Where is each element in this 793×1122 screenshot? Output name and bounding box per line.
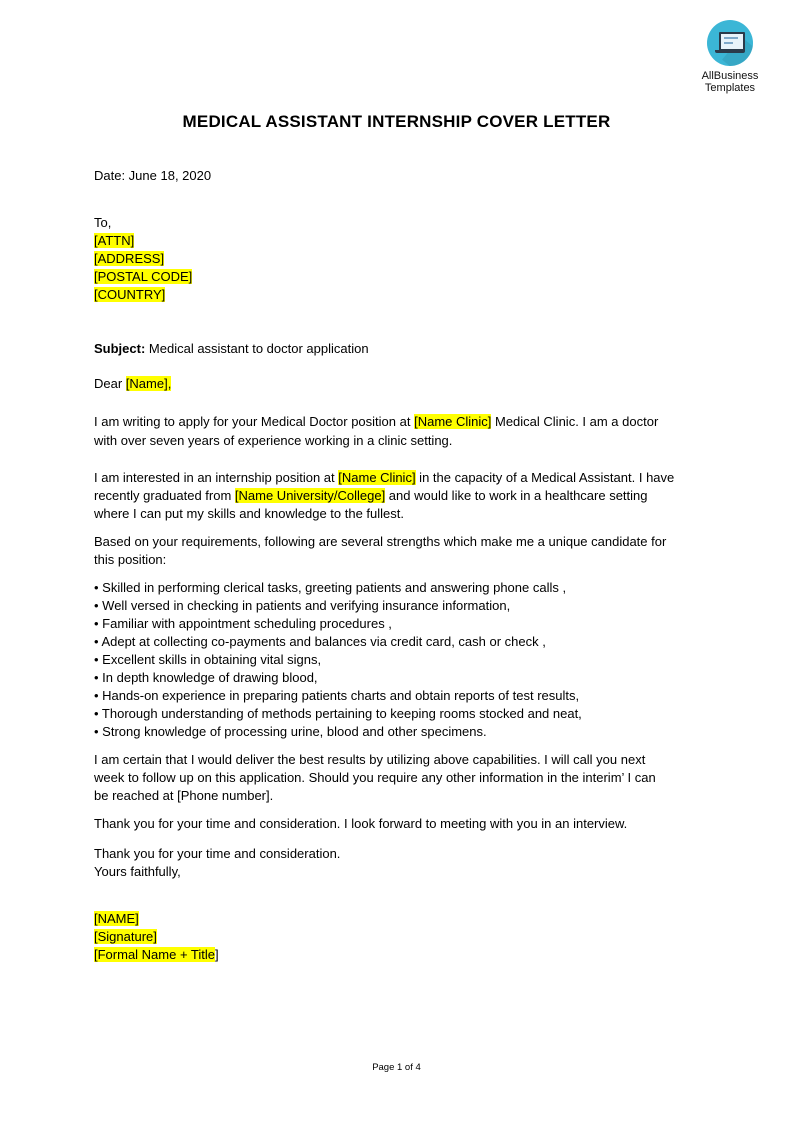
strength-item: • Well versed in checking in patients and verifying insurance information, — [94, 598, 511, 613]
salutation — [94, 375, 171, 393]
para1-line1 — [94, 413, 658, 431]
salutation-prefix: Dear — [94, 376, 126, 391]
formal-name-title: [Formal Name + Title — [94, 947, 216, 962]
text-span: I am writing to apply for your Medical Doctor position at — [94, 414, 415, 429]
name-clinic-placeholder: [Name Clinic] — [338, 470, 416, 485]
closing-line1: Thank you for your time and consideration. — [94, 846, 341, 861]
document-title: MEDICAL ASSISTANT INTERNSHIP COVER LETTER — [182, 112, 611, 131]
recipient-to: To, — [94, 215, 112, 230]
para1-line2: with over seven years of experience working in a clinic setting. — [94, 433, 453, 448]
allbusiness-logo — [690, 20, 770, 94]
para4-line3: be reached at [Phone number]. — [94, 788, 274, 803]
formal-name-bracket: ] — [215, 947, 219, 962]
page-number: Page 1 of 4 — [372, 1062, 421, 1073]
closing-line2: Yours faithfully, — [94, 864, 181, 879]
signature-placeholder: [Signature] — [94, 929, 157, 944]
text-span: Medical Clinic. I am a doctor — [491, 414, 659, 429]
text-span: in the capacity of a Medical Assistant. I have — [415, 470, 675, 485]
strength-item: • Excellent skills in obtaining vital signs, — [94, 652, 322, 667]
subject-label: Subject: — [94, 341, 146, 356]
strength-item: • Adept at collecting co-payments and balances via credit card, cash or check , — [94, 634, 546, 649]
para3-line2: this position: — [94, 552, 167, 567]
strength-item: • Thorough understanding of methods pertaining to keeping rooms stocked and neat, — [94, 706, 582, 721]
signature-name: [NAME] — [94, 911, 139, 926]
recipient-country: [COUNTRY] — [94, 287, 166, 302]
para2-line1 — [94, 469, 674, 487]
para2-line2 — [94, 487, 648, 505]
recipient-address: [ADDRESS] — [94, 251, 165, 266]
strength-item: • Skilled in performing clerical tasks, greeting patients and answering phone calls , — [94, 580, 567, 595]
recipient-attn: [ATTN] — [94, 233, 135, 248]
name-university-placeholder: [Name University/College] — [234, 488, 386, 503]
text-span: recently graduated from — [94, 488, 235, 503]
salutation-name: [Name], — [125, 376, 172, 391]
logo-line-2: Templates — [704, 82, 756, 94]
name-clinic-placeholder: [Name Clinic] — [414, 414, 492, 429]
para3-line1: Based on your requirements, following are several strengths which make me a unique candidate for — [94, 534, 667, 549]
strength-item: • Strong knowledge of processing urine, blood and other specimens. — [94, 724, 487, 739]
subject-line — [94, 340, 369, 358]
text-span: and would like to work in a healthcare setting — [385, 488, 648, 503]
text-span: I am interested in an internship position at — [94, 470, 339, 485]
recipient-postal-code: [POSTAL CODE] — [94, 269, 193, 284]
para2-line3: where I can put my skills and knowledge to the fullest. — [94, 506, 404, 521]
para5: Thank you for your time and consideration. I look forward to meeting with you in an interview. — [94, 816, 628, 831]
laptop-icon — [707, 20, 753, 66]
para4-line2: week to follow up on this application. Should you require any other information in the interim’ I can — [94, 770, 656, 785]
para4-line1: I am certain that I would deliver the best results by utilizing above capabilities. I will call you next — [94, 752, 646, 767]
logo-line-1: AllBusiness — [701, 70, 759, 82]
strength-item: • In depth knowledge of drawing blood, — [94, 670, 318, 685]
logo-text — [690, 70, 770, 94]
strength-item: • Hands-on experience in preparing patients charts and obtain reports of test results, — [94, 688, 580, 703]
strength-item: • Familiar with appointment scheduling procedures , — [94, 616, 392, 631]
date-line: Date: June 18, 2020 — [94, 168, 212, 183]
subject-text: Medical assistant to doctor application — [145, 341, 369, 356]
